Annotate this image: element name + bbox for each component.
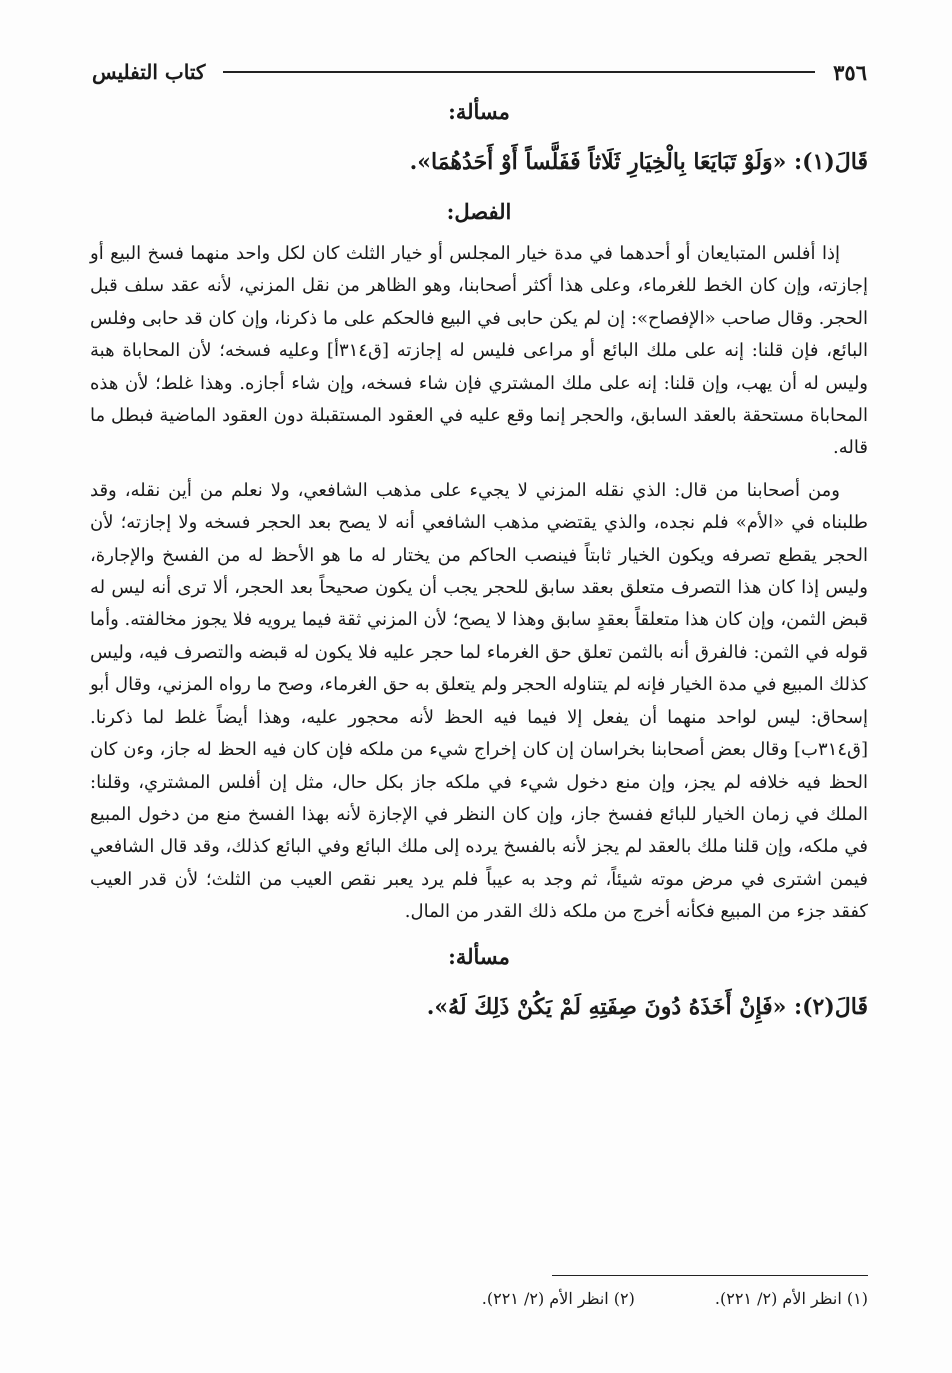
matn-quote-2: قَالَ(٢): «فَإِنْ أَخَذَهُ دُونَ صِفَتِهِ لَمْ يَكُنْ ذَلِكَ لَهُ». — [426, 993, 868, 1020]
fasl-heading: الفصل: — [446, 199, 512, 224]
footnote-row — [90, 1289, 868, 1308]
footnote-1: (١) انظر الأم (٢/ ٢٢١). — [714, 1289, 868, 1308]
footnote-2: (٢) انظر الأم (٢/ ٢٢١). — [481, 1289, 635, 1308]
page-body — [90, 90, 868, 1035]
masala-heading-2: مسألة: — [448, 943, 510, 969]
book-title: كتاب التفليس — [92, 60, 206, 84]
header-rule — [223, 71, 815, 73]
footnote-rule — [552, 1275, 868, 1276]
running-header — [92, 52, 867, 92]
commentary-paragraph-2: ومن أصحابنا من قال: الذي نقله المزني لا يجيء على مذهب الشافعي، ولا نعلم من أين نقله، وقد طلبناه في «الأم» فلم نجده، والذي يقتضي مذهب الشافعي أنه لا يصح بعد الحجر فسخه ولا إجازته؛ لأن الحجر يقطع تصرفه ويكون الخيار ثابتاً فينصب الحاكم من يختار له ما هو الأحظ له من الفسخ والإجارة، وليس إذا كان هذا التصرف متعلق بعقد سابق للحجر يجب أن يكون صحيحاً بعد الحجر، ألا ترى أنه ليس له قبض الثمن، وإن كان هذا متعلقاً بعقدٍ سابق وهذا لا يصح؛ لأن المزني ثقة فيما يرويه فلا يجوز مخالفته. وأما قوله في الثمن: فالفرق أنه بالثمن تعلق حق الغرماء لما حجر عليه فلا يكون له قبضه والتصرف فيه، وليس كذلك المبيع في مدة الخيار فإنه لم يتناوله الحجر ولم يتعلق به حق الغرماء، وصح ما رواه المزني، وقال أبو إسحاق: ليس لواحد منهما أن يفعل إلا فيما فيه الحظ لأنه محجور عليه، وهذا أيضاً غلط لما ذكرنا. [ق٣١٤ب] وقال بعض أصحابنا بخراسان إن كان إخراج شيء من ملكه فإن كان فيه الحظ له جاز، وءن كان الحظ فيه خلافه لم يجز، وإن منع دخول شيء في ملكه جاز بكل حال، مثل إن أفلس المشتري، وقلنا: الملك في زمان الخيار للبائع ففسخ جاز، وإن كان النظر في الإجازة لأنه بهذا الفسخ منع من دخول المبيع في ملكه، وإن قلنا ملك بالعقد لم يجز لأنه بالفسخ يرده إلى ملك البائع وفي البائع كذلك، وقد قال الشافعي فيمن اشترى في مرض موته شيئاً، ثم وجد به عيباً فلم يرد يعبر نقص العيب من الثلث؛ لأن قدر العيب كفقد جزء من المبيع فكأنه أخرج من ملكه ذلك القدر من المال. — [90, 479, 869, 923]
page-number: ٣٥٦ — [833, 59, 867, 85]
matn-quote-1: قَالَ(١): «وَلَوْ تَبَايَعَا بِالْخِيَارِ ثَلَاثاً فَفَلَّساً أَوْ أَحَدُهُمَا». — [409, 149, 868, 175]
masala-heading-1: مسألة: — [448, 99, 510, 124]
commentary-paragraph-1: إذا أفلس المتبايعان أو أحدهما في مدة خيار المجلس أو خيار الثلث كان لكل واحد منهما فسخ البيع أو إجازته، وإن كان الخط للغرماء، وعلى هذا أكثر أصحابنا، وهو الظاهر من نقل المزني، لأنه عقد سلف قبل الحجر. وقال صاحب «الإفصاح»: إن لم يكن حابى في البيع فالحكم على ما ذكرنا، وإن كان قد حابى وفلس البائع، فإن قلنا: إنه على ملك البائع أو مراعى فليس له إجازته [ق٣١٤أ] وعليه فسخه؛ لأن المحاباة هبة وليس له أن يهب، وإن قلنا: إنه على ملك المشتري فإن شاء فسخه، وإن شاء أجازه. وهذا غلط؛ لأن هذه المحاباة مستحقة بالعقد السابق، والحجر إنما وقع عليه في العقود المستقبلة دون العقود الماضية فبطل ما قاله. — [90, 243, 868, 459]
